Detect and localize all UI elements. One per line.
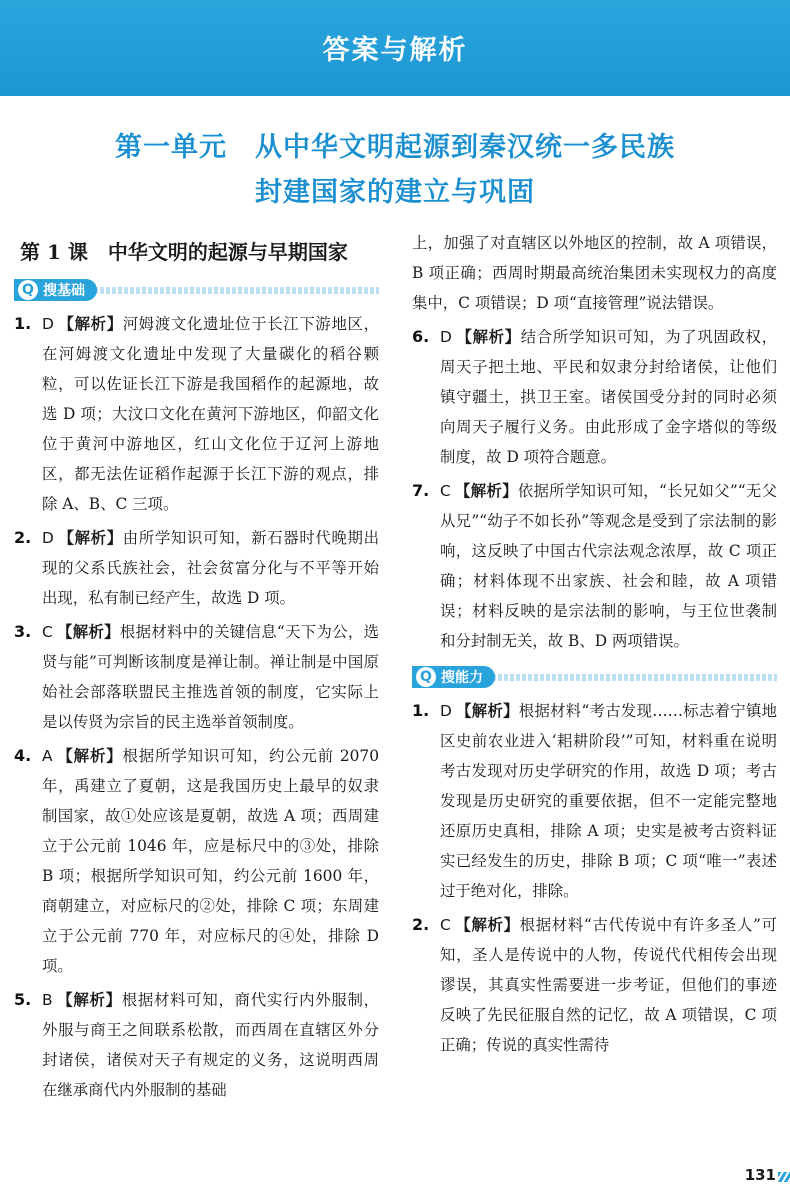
item-number: 1. — [14, 314, 32, 333]
section-ability — [412, 666, 777, 688]
answer-item — [14, 309, 379, 519]
header-bar — [0, 0, 790, 96]
item-number: 6. — [412, 327, 430, 346]
item-number: 5. — [14, 990, 32, 1009]
item-answer: C — [42, 623, 53, 641]
item-text: 根据材料可知，商代实行内外服制，外服与商王之间联系松散，而西周在直辖区外分封诸侯，诸侯对天子有规定的义务，这说明西周在继承商代内外服制的基础 — [42, 991, 379, 1099]
answer-item — [14, 741, 379, 981]
section-stripe — [70, 287, 379, 294]
item-answer: D — [42, 529, 54, 547]
right-column — [412, 228, 777, 1064]
item-answer: D — [440, 702, 452, 720]
item-text: 依据所学知识可知，“长兄如父”“无父从兄”“幼子不如长孙”等观念是受到了宗法制的影响，这反映了中国古代宗法观念浓厚，故 C 项正确；材料体现不出家族、社会和睦，故 A 项错误；材料反映的是宗法制的影响，与王位世袭制和分封制无关，故 B、D 两项错误。 — [440, 482, 777, 650]
item-tag: 【解析】 — [56, 747, 123, 765]
basic-items — [14, 309, 379, 1105]
search-icon: Q — [18, 280, 38, 300]
item-answer: D — [42, 315, 54, 333]
answer-item — [412, 322, 777, 472]
item-text: 根据材料中的关键信息“天下为公，选贤与能”可判断该制度是禅让制。禅让制是中国原始社会部落联盟民主推选首领的制度，它实际上是以传贤为宗旨的民主选举首领制度。 — [42, 623, 379, 731]
section-label: 搜基础 — [43, 283, 85, 299]
section-label: 搜能力 — [441, 670, 483, 686]
item-text: 根据材料“古代传说中有许多圣人”可知，圣人是传说中的人物，传说代代相传会出现谬误，其真实性需要进一步考证，但他们的事迹反映了先民征服自然的记忆，故 A 项错误，C 项正确；传说的真实性需待 — [440, 916, 777, 1054]
item-answer: C — [440, 916, 451, 934]
page-stripe — [778, 1172, 790, 1182]
left-column — [14, 228, 379, 1109]
item-tag: 【解析】 — [454, 482, 518, 500]
section-basic — [14, 279, 379, 301]
section-badge — [412, 666, 495, 688]
item-answer: C — [440, 482, 451, 500]
item-text: 河姆渡文化遗址位于长江下游地区，在河姆渡文化遗址中发现了大量碳化的稻谷颗粒，可以佐证长江下游是我国稻作的起源地，故选 D 项；大汶口文化在黄河下游地区，仰韶文化位于黄河中游地区，红山文化位于辽河上游地区，都无法佐证稻作起源于长江下游的观点，排除 A、B、C 三项。 — [42, 315, 379, 513]
item-number: 2. — [14, 528, 32, 547]
answer-item — [14, 617, 379, 737]
item-number: 7. — [412, 481, 430, 500]
unit-title-line2: 封建国家的建立与巩固 — [255, 177, 535, 208]
item-tag: 【解析】 — [455, 702, 519, 720]
answer-item — [14, 985, 379, 1105]
header-title: 答案与解析 — [322, 35, 468, 66]
item-tag: 【解析】 — [56, 623, 120, 641]
item-number: 2. — [412, 915, 430, 934]
item-tag: 【解析】 — [57, 315, 123, 333]
item-text: 根据材料“考古发现……标志着宁镇地区史前农业进入‘耜耕阶段’”可知，材料重在说明考古发现对历史学研究的作用，故选 D 项；考古发现是历史研究的重要依据，但不一定能完整地还原历史真相，排除 A 项；史实是被考古资料证实已经发生的历史，排除 B 项；C 项“唯一”表述过于绝对化，排除。 — [440, 702, 777, 900]
item-answer: B — [42, 991, 53, 1009]
search-icon: Q — [416, 667, 436, 687]
ability-items — [412, 696, 777, 1060]
lesson-title: 第 1 课 中华文明的起源与早期国家 — [20, 240, 348, 264]
answer-item — [412, 476, 777, 656]
item-text: 由所学知识可知，新石器时代晚期出现的父系氏族社会，社会贫富分化与不平等开始出现，私有制已经产生，故选 D 项。 — [42, 529, 379, 607]
item-number: 1. — [412, 701, 430, 720]
item-tag: 【解析】 — [56, 991, 122, 1009]
item-answer: A — [42, 747, 53, 765]
item-tag: 【解析】 — [57, 529, 123, 547]
item-tag: 【解析】 — [455, 328, 521, 346]
page-number: 131 — [744, 1166, 776, 1184]
section-badge — [14, 279, 97, 301]
basic-items-continued — [412, 322, 777, 656]
unit-title-line1: 第一单元 从中华文明起源到秦汉统一多民族 — [115, 132, 675, 163]
answer-item — [412, 696, 777, 906]
item-text: 结合所学知识可知，为了巩固政权，周天子把土地、平民和奴隶分封给诸侯，让他们镇守疆土，拱卫王室。诸侯国受分封的同时必须向周天子履行义务。由此形成了金字塔似的等级制度，故 D 项符合题意。 — [440, 328, 777, 466]
continued-text: 上，加强了对直辖区以外地区的控制，故 A 项错误，B 项正确；西周时期最高统治集团未实现权力的高度集中，C 项错误；D 项“直接管理”说法错误。 — [412, 234, 777, 312]
answer-item — [14, 523, 379, 613]
section-stripe — [468, 674, 777, 681]
item-number: 4. — [14, 746, 32, 765]
item-tag: 【解析】 — [454, 916, 520, 934]
answer-item — [412, 910, 777, 1060]
item-answer: D — [440, 328, 452, 346]
item-text: 根据所学知识可知，约公元前 2070 年，禹建立了夏朝，这是我国历史上最早的奴隶制国家，故①处应该是夏朝，故选 A 项；西周建立于公元前 1046 年，应是标尺中的③处，排除 B 项；根据所学知识可知，约公元前 1600 年，商朝建立，对应标尺的②处，排除 C 项；东周建立于公元前 770 年，对应标尺的④处，排除 D 项。 — [42, 747, 379, 975]
item-number: 3. — [14, 622, 32, 641]
